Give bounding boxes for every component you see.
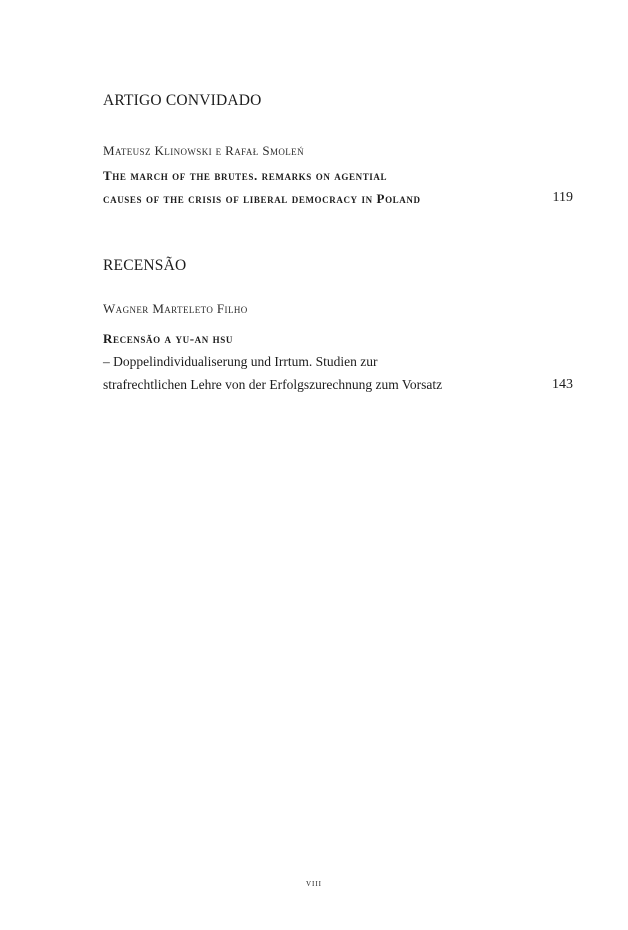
entry-page-number: 119 <box>552 190 573 205</box>
section-heading-artigo-convidado: ARTIGO CONVIDADO <box>103 92 262 109</box>
page-folio: viii <box>305 878 323 889</box>
entry-title-line-1: The march of the brutes. remarks on agential <box>103 168 388 183</box>
entry-author: Wagner Marteleto Filho <box>103 301 248 316</box>
entry-title-line-2: causes of the crisis of liberal democracy in Poland <box>103 191 421 206</box>
entry-title: Recensão a yu-an hsu <box>103 331 233 346</box>
entry-author: Mateusz Klinowski e Rafał Smoleń <box>103 143 304 158</box>
entry-subtitle-line-2: strafrechtlichen Lehre von der Erfolgszurechnung zum Vorsatz <box>103 377 443 392</box>
entry-subtitle-line-1: – Doppelindividualiserung und Irrtum. Studien zur <box>103 354 378 369</box>
entry-page-number: 143 <box>552 377 573 392</box>
section-heading-recensao: RECENSÃO <box>103 257 187 274</box>
